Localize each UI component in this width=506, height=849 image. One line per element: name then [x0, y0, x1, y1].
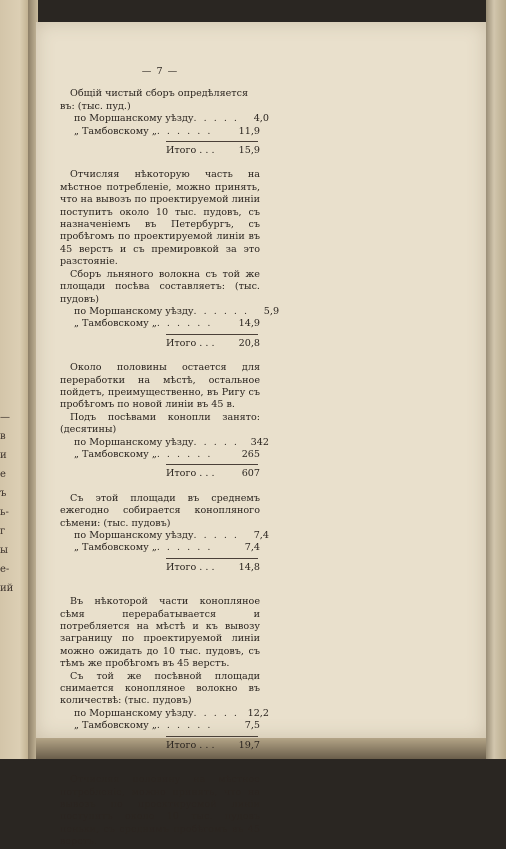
total-rule — [166, 736, 258, 737]
section-hemp-area — [60, 362, 269, 481]
total-row — [166, 468, 260, 480]
row-value: 7,4 — [244, 542, 260, 554]
document-page — [36, 22, 486, 848]
left-page-edge — [0, 0, 28, 759]
section-intro: Около половины остается для переработки на мѣстѣ, остальное пойдетъ, преимущественно, въ Ригу съ пробѣгомъ по новой линiи въ 45 в. — [60, 362, 260, 411]
total-label: Итого . . . — [166, 337, 215, 349]
total-row — [166, 145, 260, 157]
total-value: 15,9 — [238, 145, 260, 157]
total-label: Итого . . . — [166, 145, 215, 157]
table-row — [74, 542, 260, 554]
row-dots: . . . . . . — [193, 305, 250, 317]
row-label: по Моршанскому уѣзду — [74, 113, 194, 125]
total-value: 607 — [241, 468, 260, 480]
row-value: 342 — [250, 436, 269, 448]
section-intro: Въ нѣкоторой части конопляное сѣмя перерабатывается и потребляется на мѣстѣ и къ вывозу заграницу по проектируемой линiи можно ожидать до 10 тыс. пудовъ, съ тѣмъ же пробѣгомъ въ 45 верстъ. — [60, 596, 260, 670]
section-intro-2: Подъ посѣвами конопли занято: (десятины) — [60, 411, 260, 436]
row-dots: . . . . . . — [156, 720, 213, 732]
left-fragment-char: е — [0, 469, 6, 480]
total-label: Итого . . . — [166, 739, 215, 751]
row-dots: . . . . . — [193, 707, 239, 719]
left-fragment-char: ъ — [0, 488, 7, 499]
table-row — [74, 449, 260, 461]
row-dots: . . . . . — [193, 436, 239, 448]
total-value: 20,8 — [238, 337, 260, 349]
total-label: Итого . . . — [166, 468, 215, 480]
section-intro: Съ этой площади въ среднемъ ежегодно собирается конопляного сѣмени: (тыс. пудовъ) — [60, 492, 260, 529]
table-row — [74, 305, 280, 318]
section-hemp-fiber — [60, 596, 269, 752]
total-row — [166, 338, 260, 350]
page-number: — 7 — — [141, 66, 179, 77]
total-label: Итого . . . — [166, 561, 215, 573]
total-rule — [166, 334, 258, 335]
table-row — [74, 126, 260, 138]
section-intro-2: Сборъ льняного волокна съ той же площади посѣва составляетъ: (тыс. пудовъ) — [60, 268, 260, 305]
section-intro-2: Съ той же посѣвной площади снимается конопляное волокно въ количествѣ: (тыс. пудовъ) — [60, 670, 260, 707]
row-label: по Моршанскому уѣзду — [74, 305, 194, 317]
table-row — [74, 318, 260, 330]
table-row — [74, 707, 269, 720]
total-value: 19,7 — [238, 739, 260, 751]
row-value: 5,9 — [263, 305, 280, 317]
left-fragment-char: и — [0, 450, 7, 461]
page-content — [60, 66, 280, 849]
row-dots: . . . . . . — [156, 125, 213, 137]
row-value: 11,9 — [238, 125, 260, 137]
total-rule — [166, 464, 258, 465]
left-fragment-char: ь- — [0, 507, 9, 518]
row-label: „ Тамбовскому „ — [74, 125, 157, 137]
row-value: 12,2 — [247, 707, 269, 719]
left-fragment-char: ий — [0, 583, 14, 594]
row-label: „ Тамбовскому „ — [74, 318, 157, 330]
total-value: 14,8 — [238, 561, 260, 573]
left-page-fragment — [0, 410, 12, 600]
row-value: 7,5 — [244, 720, 260, 732]
table-row — [74, 436, 269, 449]
left-fragment-char: г — [0, 526, 6, 537]
row-label: по Моршанскому уѣзду — [74, 707, 194, 719]
row-dots: . . . . . . — [156, 448, 213, 460]
table-row — [74, 113, 269, 125]
row-dots: . . . . . . — [156, 318, 213, 330]
table-row — [74, 720, 260, 732]
row-value: 7,4 — [253, 530, 269, 541]
closing-paragraph: Отчисляя половину на мѣстное потребленiе, можно принять, что на вывозъ по проектируемой линiи поступитъ около 10 тыс. пудовъ пеньки, съ среднимъ пробѣгомъ въ 45 верстъ. — [60, 774, 260, 848]
spacer — [60, 764, 260, 774]
total-row — [166, 740, 260, 752]
row-value: 4,0 — [253, 113, 269, 125]
row-dots: . . . . . — [193, 530, 239, 541]
left-fragment-char: в — [0, 431, 6, 442]
row-dots: . . . . . . — [156, 542, 213, 554]
row-label: „ Тамбовскому „ — [74, 542, 157, 554]
row-value: 14,9 — [238, 318, 260, 330]
left-fragment-char: ы — [0, 545, 8, 556]
row-value: 265 — [241, 448, 260, 460]
left-fragment-char: — — [0, 412, 10, 423]
row-label: „ Тамбовскому „ — [74, 720, 157, 732]
row-label: по Моршанскому уѣзду — [74, 436, 194, 448]
row-dots: . . . . . — [193, 113, 239, 125]
right-page-edge — [486, 0, 506, 759]
section-intro: Отчисляя нѣкоторую часть на мѣстное потребленiе, можно принять, что на вывозъ по проектируемой линiи поступитъ около 10 тыс. пудовъ, съ назначенiемъ въ Петербургъ, съ пробѣгомъ по проектируемой линiи въ 45 верстъ и съ премировкой за это разстоянiе. — [60, 169, 260, 268]
row-label: по Моршанскому уѣзду — [74, 530, 194, 541]
total-rule — [166, 558, 258, 559]
row-label: „ Тамбовскому „ — [74, 448, 157, 460]
section-flax — [60, 169, 280, 350]
section-hemp-seed — [60, 492, 269, 574]
total-row — [166, 562, 260, 574]
table-row — [74, 530, 269, 542]
spacer — [60, 586, 260, 596]
left-fragment-char: е- — [0, 564, 10, 575]
section-total-harvest — [60, 88, 269, 157]
total-rule — [166, 141, 258, 142]
section-intro: Общiй чистый сборъ опредѣляется въ: (тыс. пуд.) — [60, 88, 249, 112]
